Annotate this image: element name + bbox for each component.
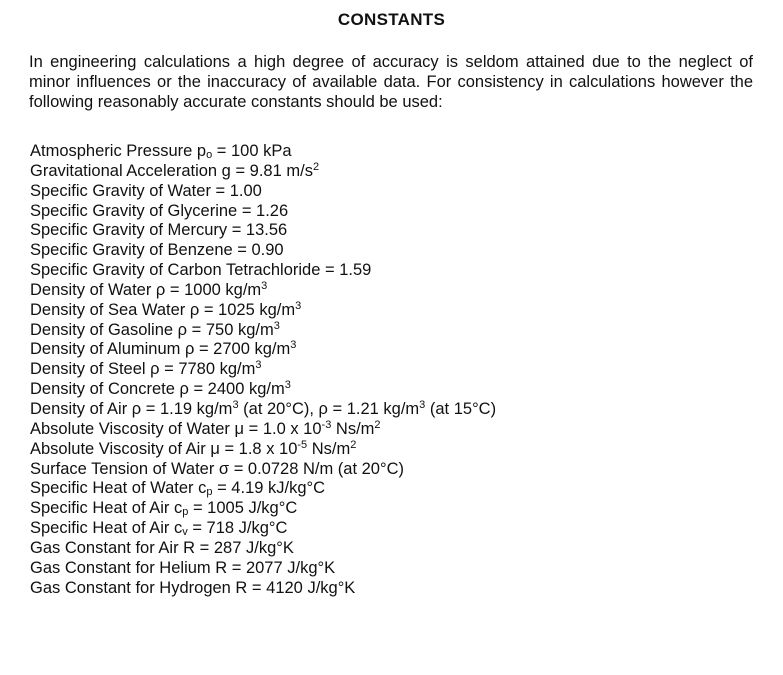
- constant-density-gasoline: Density of Gasoline ρ = 750 $kg/m^3$: [30, 319, 280, 339]
- constants-list: [30, 142, 770, 598]
- constant-sg-benzene: Specific Gravity of Benzene = 0.90: [30, 241, 284, 260]
- constant-gas-constant-helium: Gas Constant for Helium R = 2077 J/kg°K: [30, 558, 336, 577]
- constant-atmospheric-pressure: Atmospheric Pressure po = 100 kPa: [30, 142, 292, 161]
- constant-density-sea-water: Density of Sea Water ρ = 1025 $kg/m^3$: [30, 299, 302, 319]
- intro-paragraph: In engineering calculations a high degree of accuracy is seldom attained due to the neglect of minor influences or the inaccuracy of available data. For consistency in calculations however the following reasonably accurate constants should be used:: [29, 53, 753, 111]
- constant-sg-glycerine: Specific Gravity of Glycerine = 1.26: [30, 201, 289, 220]
- constant-density-air: Density of Air ρ = 1.19 $kg/m^3$ (at 20°C), ρ = 1.21 $kg/m^3$ (at 15°C): [30, 398, 497, 418]
- constant-viscosity-air: Absolute Viscosity of Air μ = 1.8 x $10^{-5}$ $Ns/m^2$: [30, 438, 357, 458]
- constant-sg-water: Specific Gravity of Water = 1.00: [30, 181, 262, 200]
- constant-specific-heat-water: Specific Heat of Water cp = 4.19 kJ/kg°C: [30, 479, 326, 499]
- constant-density-water: Density of Water ρ = 1000 $kg/m^3$: [30, 279, 268, 299]
- constant-specific-heat-air-cp: Specific Heat of Air cp = 1005 J/kg°C: [30, 499, 298, 519]
- constant-density-steel: Density of Steel ρ = 7780 $kg/m^3$: [30, 359, 262, 379]
- constant-gas-constant-air: Gas Constant for Air R = 287 J/kg°K: [30, 538, 294, 557]
- constant-surface-tension-water: Surface Tension of Water σ = 0.0728 N/m (at 20°C): [30, 459, 404, 478]
- constant-specific-heat-air-cv: Specific Heat of Air cv = 718 J/kg°C: [30, 519, 288, 539]
- constant-gas-constant-hydrogen: Gas Constant for Hydrogen R = 4120 J/kg°K: [30, 578, 356, 597]
- constant-viscosity-water: Absolute Viscosity of Water μ = 1.0 x $10^{-3}$ $Ns/m^2$: [30, 418, 381, 438]
- constant-density-aluminum: Density of Aluminum ρ = 2700 $kg/m^3$: [30, 339, 297, 359]
- constant-gravitational-acceleration: Gravitational Acceleration g = 9.81 $m/s^2$: [30, 160, 320, 180]
- constant-sg-carbon-tetrachloride: Specific Gravity of Carbon Tetrachloride = 1.59: [30, 261, 372, 280]
- constant-density-concrete: Density of Concrete ρ = 2400 $kg/m^3$: [30, 379, 291, 399]
- constant-sg-mercury: Specific Gravity of Mercury = 13.56: [30, 221, 288, 240]
- page-title: CONSTANTS: [337, 10, 446, 29]
